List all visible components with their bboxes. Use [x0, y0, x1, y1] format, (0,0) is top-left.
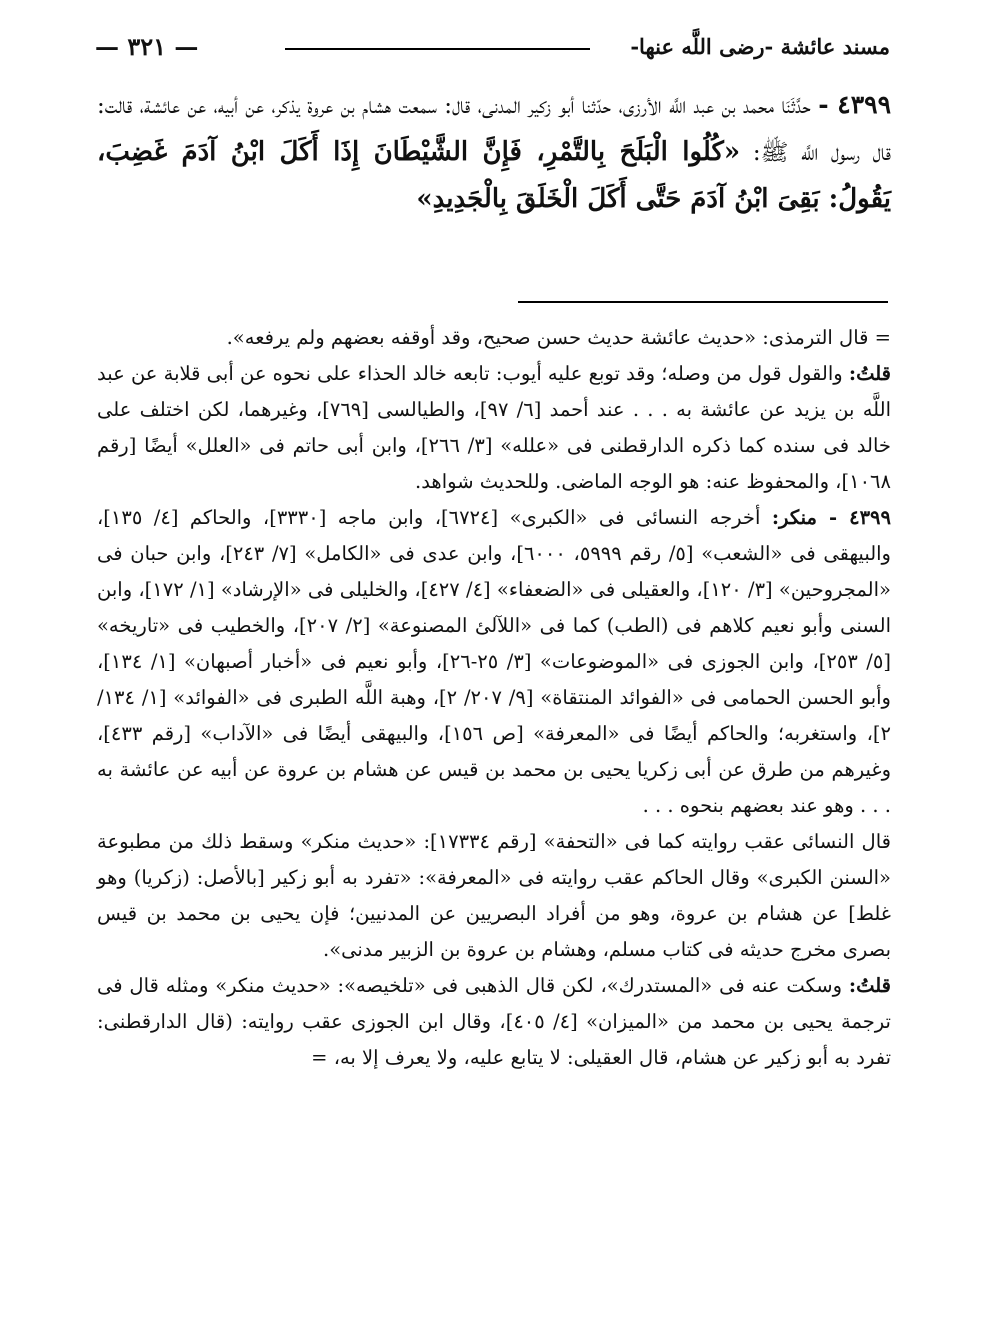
page-number-value: ٣٢١ [127, 32, 167, 61]
footnotes [97, 320, 891, 1076]
hadith-text [97, 82, 891, 223]
takhrij-note: ٤٣٩٩ - منكر: أخرجه النسائى فى «الكبرى» [٦٧٢٤]، وابن ماجه [٣٣٣٠]، والحاكم [٤/ ١٣٥]، والبيهقى فى «الشعب» [٥/ رقم ٥٩٩٩، ٦٠٠٠]، وابن عدى فى «الكامل» [٧/ ٢٤٣]، وابن حبان فى «المجروحين» [٣/ ١٢٠]، والعقيلى فى «الضعفاء» [٤/ ٤٢٧]، والخليلى فى «الإرشاد» [١/ ١٧٢]، وابن السنى وأبو نعيم كلاهم فى (الطب) كما فى «اللآلئ المصنوعة» [٢/ ٢٠٧]، والخطيب فى «تاريخه» [٥/ ٢٥٣]، وابن الجوزى فى «الموضوعات» [٣/ ٢٥-٢٦]، وأبو نعيم فى «أخبار أصبهان» [١/ ١٣٤]، وأبو الحسن الحمامى فى «الفوائد المنتقاة» [٩/ ٢٠٧/ ٢]، وهبة اللَّه الطبرى فى «الفوائد» [١/ ١٣٤/ ٢]، واستغربه؛ والحاكم أيضًا فى «المعرفة» [ص ١٥٦]، والبيهقى أيضًا فى «الآداب» [رقم ٤٣٣]، وغيرهم من طرق عن أبى زكريا يحيى بن محمد بن قيس عن هشام بن عروة عن أبيه عن عائشة به . . . وهو عند بعضهم بنحوه . . . [97, 506, 891, 817]
running-title: مسند عائشة -رضى اللَّه عنها- [630, 34, 890, 59]
tirmidhi-note: = قال الترمذى: «حديث عائشة حديث حسن صحيح، وقد أوقفه بعضهم ولم يرفعه». [226, 326, 891, 349]
hadith-isnad: حدَّثَنَا محمد بن عبد اللَّه الأرزى، حدّثنا أبو زكير المدنى، قال: سمعت هشام بن عروة يذكر، عن أبيه، عن عائشة، قالت: قال رسول اللَّه ﷺ: [97, 93, 891, 166]
hadith-matn: «كُلُوا الْبَلَحَ بِالتَّمْرِ، فَإِنَّ الشَّيْطَانَ إِذَا أَكَلَ ابْنُ آدَمَ غَضِبَ، يَقُولُ: بَقِىَ ابْنُ آدَمَ حَتَّى أَكَلَ الْخَلَقَ بِالْجَدِيدِ» [97, 137, 891, 214]
page-header [95, 32, 890, 66]
hadith-number: ٤٣٩٩ - [818, 90, 891, 119]
nasai-note: قال النسائى عقب روايته كما فى «التحفة» [رقم ١٧٣٣٤]: «حديث منكر» وسقط ذلك من مطبوعة «السنن الكبرى» وقال الحاكم عقب روايته فى «المعرفة»: «تفرد به أبو زكير [بالأصل: (زكريا) وهو غلط] عن هشام بن عروة، وهو من أفراد البصريين عن المدنيين؛ فإن يحيى بن محمد بن قيس بصرى مخرج حديثه فى كتاب مسلم، وهشام بن عروة بن الزبير مدنى». [97, 830, 891, 961]
header-rule [285, 48, 590, 50]
qultu-note-1: قلتُ: والقول قول من وصله؛ وقد توبع عليه أيوب: تابعه خالد الحذاء على نحوه عن أبى قلابة عن عبد اللَّه بن يزيد عن عائشة به . . . عند أحمد [٦/ ٩٧]، والطيالسى [٧٦٩]، وغيرهما، لكن اختلف على خالد فى سنده كما ذكره الدارقطنى فى «علله» [٣/ ٢٦٦]، وابن أبى حاتم فى «العلل» أيضًا [رقم ١٠٦٨]، والمحفوظ عنه: هو الوجه الماضى. وللحديث شواهد. [97, 362, 891, 493]
page-number: — ٣٢١ — [95, 32, 199, 61]
footnote-separator [518, 301, 888, 303]
end-marker: = [311, 1046, 328, 1069]
qultu-note-2: قلتُ: وسكت عنه فى «المستدرك»، لكن قال الذهبى فى «تلخيصه»: «حديث منكر» ومثله قال فى ترجمة يحيى بن محمد من «الميزان» [٤/ ٤٠٥]، وقال ابن الجوزى عقب روايته: (قال الدارقطنى: تفرد به أبو زكير عن هشام، قال العقيلى: لا يتابع عليه، ولا يعرف إلا به، = [97, 974, 891, 1069]
continuation-marker: = [874, 326, 891, 349]
